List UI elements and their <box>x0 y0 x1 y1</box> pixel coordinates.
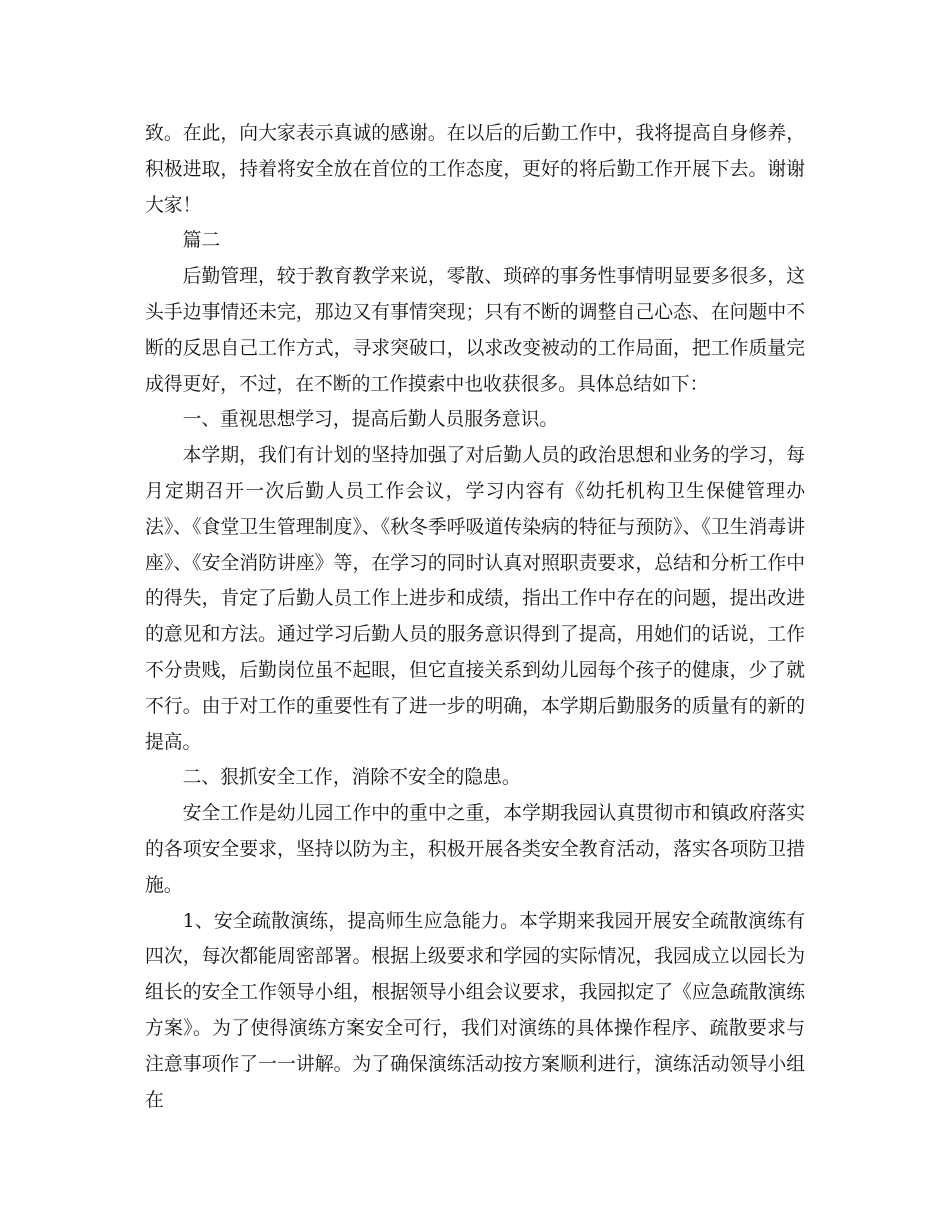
paragraph-closing: 致。在此，向大家表示真诚的感谢。在以后的后勤工作中，我将提高自身修养，积极进取，持着将安全放在首位的工作态度，更好的将后勤工作开展下去。谢谢大家！ <box>145 123 805 216</box>
paragraph-safety: 安全工作是幼儿园工作中的重中之重，本学期我园认真贯彻市和镇政府落实的各项安全要求，坚持以防为主，积极开展各类安全教育活动，落实各项防卫措施。 <box>145 803 805 896</box>
paragraph-study: 本学期，我们有计划的坚持加强了对后勤人员的政治思想和业务的学习，每月定期召开一次后勤人员工作会议，学习内容有《幼托机构卫生保健管理办法》、《食堂卫生管理制度》、《秋冬季呼吸道传染病的特征与预防》、《卫生消毒讲座》、《安全消防讲座》等，在学习的同时认真对照职责要求，总结和分析工作中的得失，肯定了后勤人员工作上进步和成绩，指出工作中存在的问题，提出改进的意见和方法。通过学习后勤人员的服务意识得到了提高，用她们的话说，工作不分贵贱，后勤岗位虽不起眼，但它直接关系到幼儿园每个孩子的健康，少了就不行。由于对工作的重要性有了进一步的明确，本学期后勤服务的质量有的新的提高。 <box>145 445 805 753</box>
paragraph-evacuation-drill: 1、安全疏散演练，提高师生应急能力。本学期来我园开展安全疏散演练有四次，每次都能周密部署。根据上级要求和学园的实际情况，我园成立以园长为组长的安全工作领导小组，根据领导小组会议要求，我园拟定了《应急疏散演练方案》。为了使得演练方案安全可行，我们对演练的具体操作程序、疏散要求与注意事项作了一一讲解。为了确保演练活动按方案顺利进行，演练活动领导小组在 <box>145 910 805 1111</box>
heading-section-2: 二、狠抓安全工作，消除不安全的隐患。 <box>182 767 521 789</box>
heading-section-1: 一、重视思想学习，提高后勤人员服务意识。 <box>182 409 559 431</box>
paragraph-intro: 后勤管理，较于教育教学来说，零散、琐碎的事务性事情明显要多很多，这头手边事情还未完，那边又有事情突现；只有不断的调整自己心态、在问题中不断的反思自己工作方式，寻求突破口，以求改变被动的工作局面，把工作质量完成得更好，不过，在不断的工作摸索中也收获很多。具体总结如下： <box>145 266 805 395</box>
section-heading-part-two: 篇二 <box>182 230 221 252</box>
document-page <box>145 116 805 1118</box>
